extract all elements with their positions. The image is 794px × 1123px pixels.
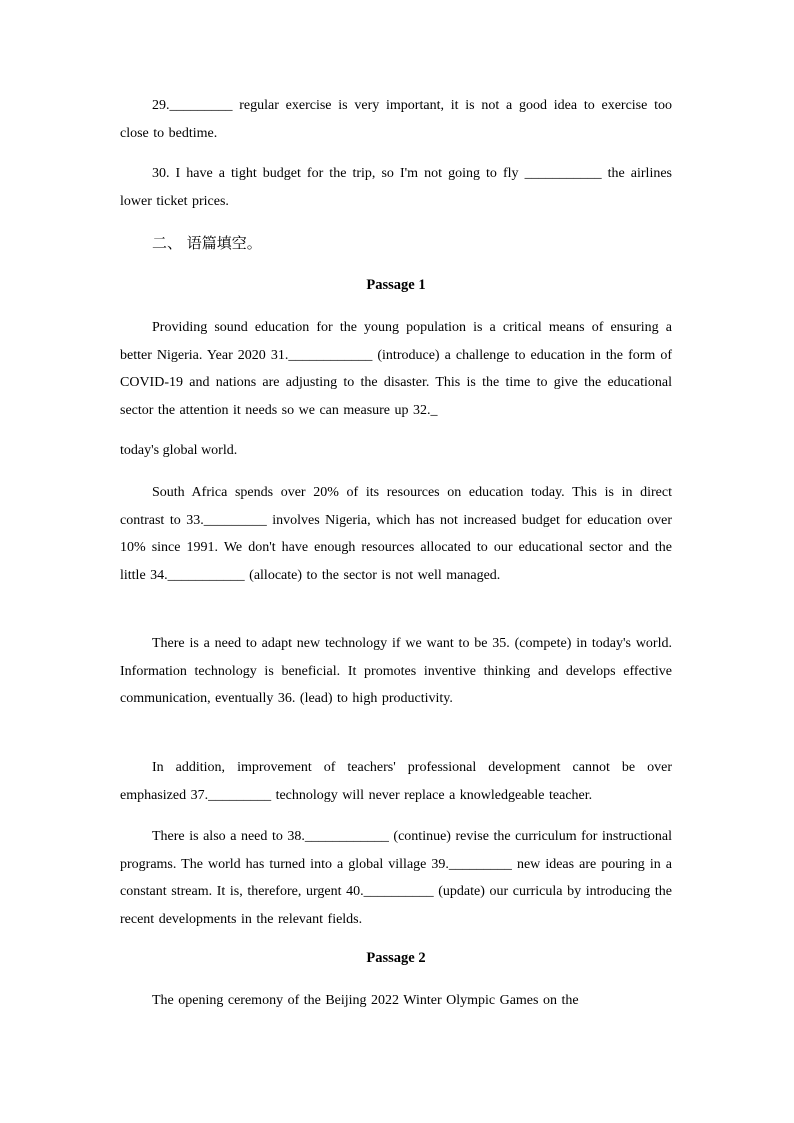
passage-2-title: Passage 2 [366, 950, 426, 966]
passage-1-paragraph-2: South Africa spends over 20% of its resources on education today. This is in direct contrast to 33._________ involves Nigeria, which has not increased budget for education over 10% since 1991. We don't have enough resources allocated to our educational sector and the little 34.___________ (allocate) to the sector is not well managed. [120, 485, 672, 583]
question-30: 30. I have a tight budget for the trip, so I'm not going to fly ___________ the airlines lower ticket prices. [120, 166, 672, 209]
question-29: 29._________ regular exercise is very important, it is not a good idea to exercise too close to bedtime. [120, 98, 672, 141]
passage-1-paragraph-1-continuation: today's global world. [120, 443, 238, 458]
passage-1-paragraph-5: There is also a need to 38.____________ (continue) revise the curriculum for instructional programs. The world has turned into a global village 39._________ new ideas are pouring in a constant stream. It is, therefore, urgent 40.__________ (update) our curricula by introducing the recent developments in the relevant fields. [120, 829, 672, 927]
passage-1-paragraph-1: Providing sound education for the young population is a critical means of ensuring a better Nigeria. Year 2020 31.____________ (introduce) a challenge to education in the form of COVID-19 and nations are adjusting to the disaster. This is the time to give the educational sector the attention it needs so we can measure up 32._ [120, 320, 672, 418]
passage-1-paragraph-4: In addition, improvement of teachers' professional development cannot be over emphasized 37._________ technology will never replace a knowledgeable teacher. [120, 760, 672, 803]
passage-1-title: Passage 1 [366, 277, 426, 293]
passage-2-paragraph-1: The opening ceremony of the Beijing 2022 Winter Olympic Games on the [152, 993, 579, 1008]
section-heading-cloze: 二、 语篇填空。 [152, 234, 262, 252]
passage-1-paragraph-3: There is a need to adapt new technology if we want to be 35. (compete) in today's world. Information technology is beneficial. It promotes inventive thinking and develops effective communication, eventually 36. (lead) to high productivity. [120, 636, 672, 707]
